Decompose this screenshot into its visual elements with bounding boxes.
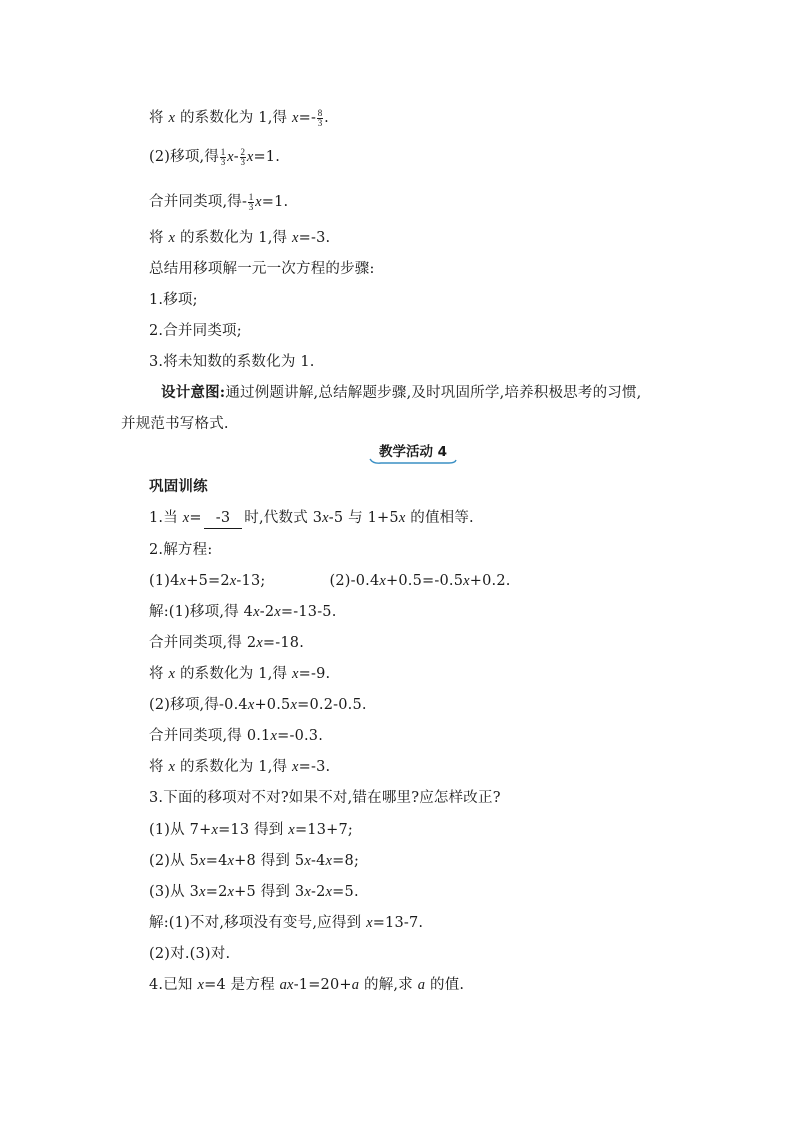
fraction: $\frac{2}{3}$ (240, 146, 246, 167)
text-line: 将 x 的系数化为 1,得 x=- $\frac{8}{3}$ . (149, 107, 329, 128)
answer-line: 解:(1)不对,移项没有变号,应得到 x=13-7. (149, 915, 424, 931)
text-line: 3.将未知数的系数化为 1. (149, 354, 315, 370)
design-intent-line: 并规范书写格式. (121, 416, 229, 432)
fraction: $\frac{1}{3}$ (248, 191, 254, 212)
question-3-item: (2)从 5x=4x+8 得到 5x-4x=8; (149, 853, 360, 869)
text-line: (2)移项,得 $\frac{1}{3}$ x- $\frac{2}{3}$ x=1. (149, 146, 281, 167)
question-3: 3.下面的移项对不对?如果不对,错在哪里?应怎样改正? (149, 790, 501, 806)
activity-title: 教学活动 4 (369, 441, 457, 465)
solution-line: 将 x 的系数化为 1,得 x=-9. (149, 666, 331, 682)
answer-blank: -3 (204, 508, 243, 529)
solution-line: 合并同类项,得 0.1x=-0.3. (149, 728, 324, 744)
question-3-item: (1)从 7+x=13 得到 x=13+7; (149, 822, 353, 838)
text-line: 1.移项; (149, 292, 198, 308)
solution-line: (2)移项,得-0.4x+0.5x=0.2-0.5. (149, 697, 367, 713)
section-title: 巩固训练 (149, 478, 208, 495)
question-4: 4.已知 x=4 是方程 ax-1=20+a 的解,求 a 的值. (149, 977, 465, 993)
question-2: 2.解方程: (149, 542, 213, 558)
fraction: $\frac{8}{3}$ (317, 107, 323, 128)
text-line: 合并同类项,得- $\frac{1}{3}$ x=1. (149, 191, 289, 212)
fraction: $\frac{1}{3}$ (220, 146, 226, 167)
text-line: 将 x 的系数化为 1,得 x=-3. (149, 230, 331, 246)
answer-line: (2)对.(3)对. (149, 946, 231, 962)
text-line: 总结用移项解一元一次方程的步骤: (149, 261, 375, 277)
solution-line: 解:(1)移项,得 4x-2x=-13-5. (149, 604, 337, 620)
text-line: 2.合并同类项; (149, 323, 242, 339)
solution-line: 将 x 的系数化为 1,得 x=-3. (149, 759, 331, 775)
design-intent-line: 设计意图:通过例题讲解,总结解题步骤,及时巩固所学,培养积极思考的习惯, (161, 384, 642, 401)
design-intent-label: 设计意图: (161, 384, 226, 401)
question-3-item: (3)从 3x=2x+5 得到 3x-2x=5. (149, 884, 359, 900)
question-2-items: (1)4x+5=2x-13; (2)-0.4x+0.5=-0.5x+0.2. (149, 573, 511, 589)
title-swoosh-icon (369, 457, 457, 465)
solution-line: 合并同类项,得 2x=-18. (149, 635, 304, 651)
question-1: 1.当 x= -3 时,代数式 3x-5 与 1+5x 的值相等. (149, 508, 474, 529)
